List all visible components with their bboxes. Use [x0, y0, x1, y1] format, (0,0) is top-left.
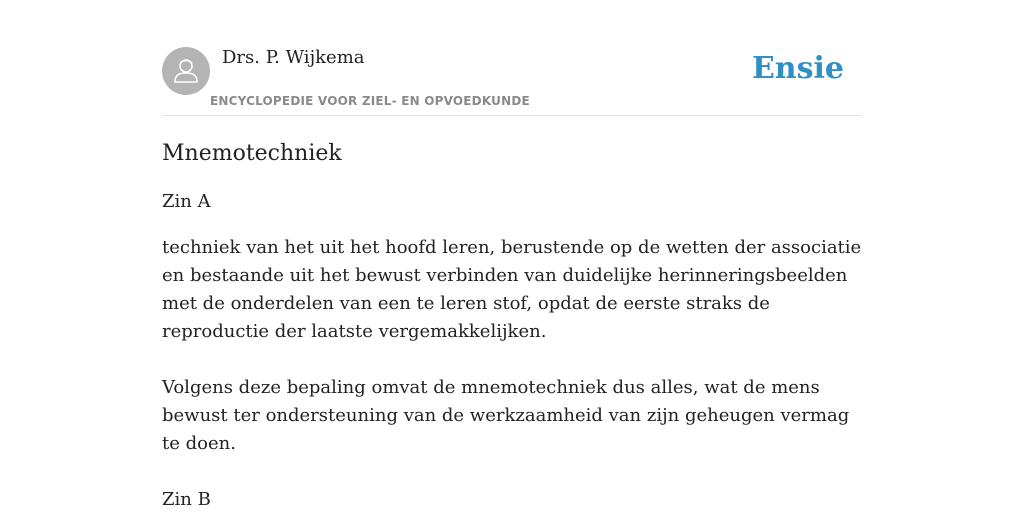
article-title: Mnemotechniek [162, 141, 342, 166]
section-heading: Zin B [162, 489, 211, 510]
avatar[interactable] [162, 47, 210, 95]
paragraph: Volgens deze bepaling omvat de mnemotechniek dus alles, wat de mens bewust ter ondersteuning van de werkzaamheid van zijn geheugen vermag te doen. [162, 377, 850, 454]
source-name[interactable]: ENCYCLOPEDIE VOOR ZIEL- EN OPVOEDKUNDE [210, 94, 530, 108]
paragraph: techniek van het uit het hoofd leren, berustende op de wetten der associatie en bestaande uit het bewust verbinden van duidelijke herinneringsbeelden met de onderdelen van een te leren stof, opdat de eerste straks de reproductie der laatste vergemakkelijken. [162, 237, 862, 342]
brand-logo[interactable]: Ensie [751, 51, 844, 86]
author-name[interactable]: Drs. P. Wijkema [222, 47, 365, 68]
section-heading: Zin A [162, 191, 211, 212]
article-content [162, 138, 862, 512]
user-icon [162, 47, 210, 95]
article-header [162, 0, 862, 116]
